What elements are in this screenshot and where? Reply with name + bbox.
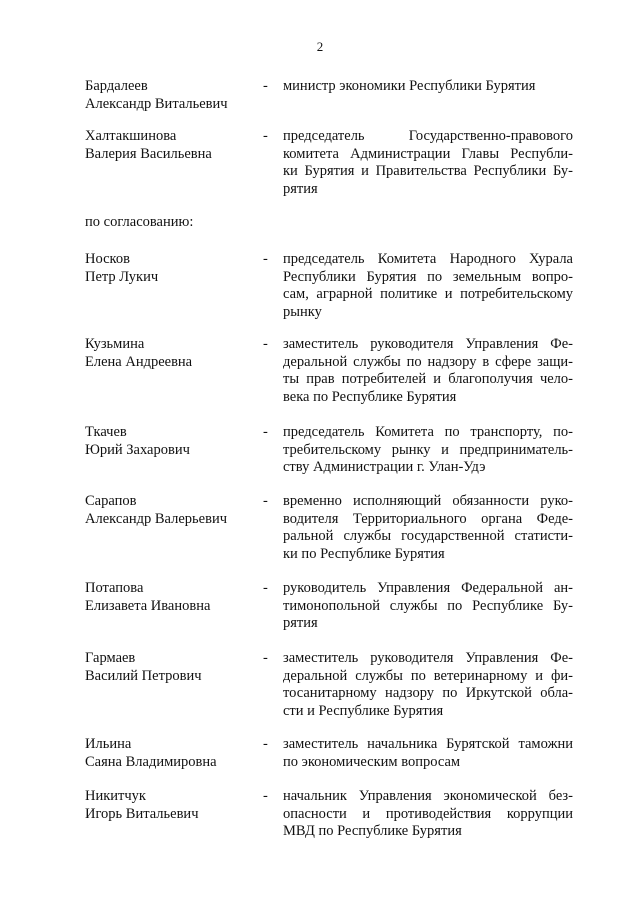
- role-line: тимонопольной службы по Республике Бу-: [283, 597, 573, 614]
- role-line: председатель Государственно-правового: [283, 128, 573, 144]
- role-line: начальник Управления экономической без-: [283, 788, 573, 804]
- role-line: председатель Комитета Народного Хурала: [283, 251, 573, 267]
- member-role: [283, 650, 573, 720]
- role-line: деральной службы по ветеринарному и фи-: [283, 667, 573, 684]
- page-number: 2: [316, 39, 324, 54]
- member-given-name: Василий Петрович: [85, 667, 202, 684]
- role-line: века по Республике Бурятия: [283, 388, 457, 405]
- role-line: рятия: [283, 180, 318, 197]
- member-role: [283, 493, 573, 563]
- separator-dash: -: [263, 580, 268, 596]
- member-given-name: Петр Лукич: [85, 268, 159, 285]
- member-name: [85, 424, 255, 459]
- role-line: рынку: [283, 303, 322, 320]
- member-surname: Носков: [85, 251, 130, 267]
- role-line: заместитель начальника Бурятской таможни: [283, 736, 573, 752]
- role-line: руководитель Управления Федеральной ан-: [283, 580, 573, 596]
- role-line: требительскому рынку и предприниматель-: [283, 441, 573, 458]
- separator-dash: -: [263, 251, 268, 267]
- role-line: сам, аграрной политике и потребительскому: [283, 286, 573, 302]
- role-line: ки по Республике Бурятия: [283, 545, 445, 562]
- member-surname: Ткачев: [85, 424, 127, 440]
- member-surname: Бардалеев: [85, 78, 148, 94]
- role-line: временно исполняющий обязанности руко-: [283, 493, 573, 509]
- role-line: комитета Администрации Главы Республи-: [283, 145, 573, 162]
- separator-dash: -: [263, 788, 268, 804]
- member-name: [85, 788, 255, 823]
- member-role: [283, 78, 573, 96]
- member-name: [85, 650, 255, 685]
- member-surname: Никитчук: [85, 788, 146, 804]
- separator-dash: -: [263, 736, 268, 752]
- member-given-name: Игорь Витальевич: [85, 805, 199, 822]
- member-surname: Потапова: [85, 580, 144, 596]
- separator-dash: -: [263, 650, 268, 666]
- member-role: [283, 251, 573, 321]
- role-line: ству Администрации г. Улан-Удэ: [283, 459, 486, 475]
- role-line: по экономическим вопросам: [283, 753, 461, 770]
- separator-dash: -: [263, 424, 268, 440]
- role-line: ты прав потребителей и благополучия чело-: [283, 371, 573, 387]
- member-given-name: Юрий Захарович: [85, 441, 190, 458]
- member-surname: Кузьмина: [85, 336, 145, 352]
- role-line: опасности и противодействия коррупции: [283, 805, 573, 822]
- role-line: рятия: [283, 615, 318, 631]
- member-given-name: Саяна Владимировна: [85, 753, 217, 770]
- role-line: водителя Территориального органа Феде-: [283, 510, 573, 527]
- role-line: МВД по Республике Бурятия: [283, 823, 462, 839]
- member-name: [85, 736, 255, 771]
- member-name: [85, 128, 255, 163]
- separator-dash: -: [263, 78, 268, 94]
- member-name: [85, 78, 255, 113]
- member-name: [85, 336, 255, 371]
- member-surname: Халтакшинова: [85, 128, 177, 144]
- role-line: заместитель руководителя Управления Фе-: [283, 650, 573, 666]
- role-line: деральной службы по надзору в сфере защи-: [283, 353, 573, 370]
- member-role: [283, 736, 573, 771]
- member-given-name: Александр Валерьевич: [85, 510, 227, 527]
- separator-dash: -: [263, 493, 268, 509]
- member-role: [283, 580, 573, 633]
- member-given-name: Александр Витальевич: [85, 95, 228, 112]
- role-line: ки Бурятия и Правительства Республики Бу-: [283, 163, 573, 179]
- role-line: ральной службы государственной статисти-: [283, 528, 573, 544]
- member-name: [85, 580, 255, 615]
- member-role: [283, 336, 573, 406]
- member-role: [283, 788, 573, 841]
- separator-dash: -: [263, 336, 268, 352]
- member-surname: Гармаев: [85, 650, 136, 666]
- member-surname: Сарапов: [85, 493, 137, 509]
- member-name: [85, 493, 255, 528]
- agreement-note: по согласованию:: [85, 214, 194, 230]
- role-line: Республики Бурятия по земельным вопро-: [283, 268, 573, 285]
- separator-dash: -: [263, 128, 268, 144]
- role-line: председатель Комитета по транспорту, по-: [283, 424, 573, 440]
- member-role: [283, 128, 573, 198]
- member-given-name: Валерия Васильевна: [85, 145, 212, 162]
- role-line: министр экономики Республики Бурятия: [283, 78, 536, 94]
- role-line: заместитель руководителя Управления Фе-: [283, 336, 573, 352]
- role-line: тосанитарному надзору по Иркутской обла-: [283, 685, 573, 701]
- member-name: [85, 251, 255, 286]
- member-given-name: Елена Андреевна: [85, 353, 193, 370]
- role-line: сти и Республике Бурятия: [283, 702, 444, 719]
- member-role: [283, 424, 573, 477]
- member-surname: Ильина: [85, 736, 132, 752]
- member-given-name: Елизавета Ивановна: [85, 597, 211, 614]
